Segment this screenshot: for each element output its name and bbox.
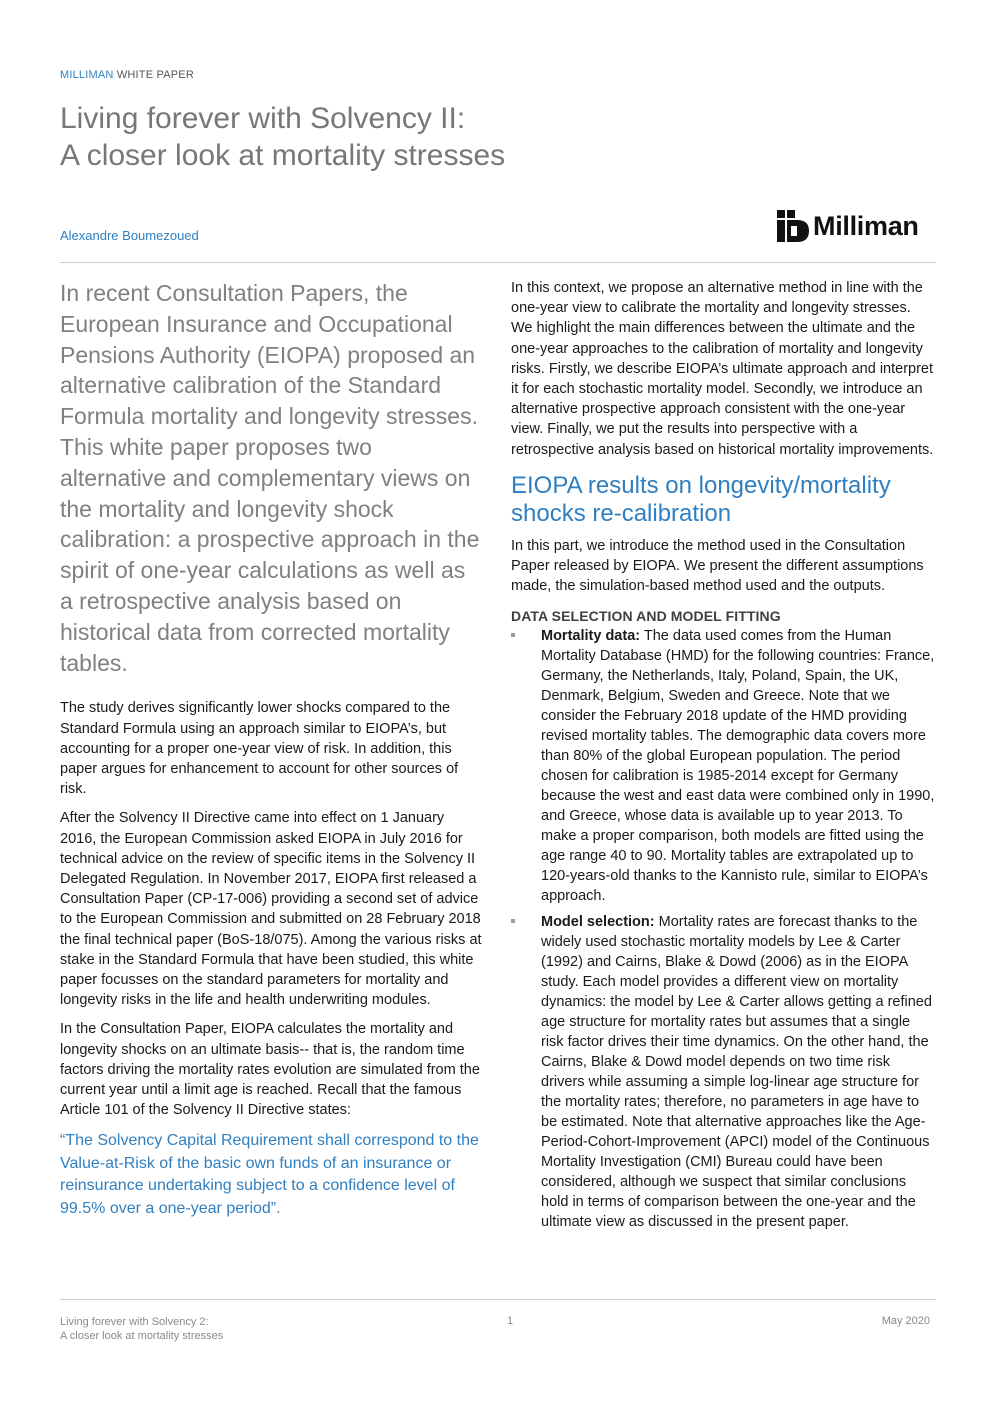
footer-title xyxy=(60,1315,223,1343)
milliman-logo xyxy=(777,209,919,243)
paragraph: After the Solvency II Directive came into effect on 1 January 2016, the European Commission asked EIOPA in July 2016 for technical advice on the review of specific items in the Solvency II Delegated Regulation. In November 2017, EIOPA first released a Consultation Paper (CP-17-006) providing a second set of advice to the European Commission and submitted on 28 February 2018 the final technical paper (BoS-18/075). Among the various risks at stake in the Standard Formula that have been studied, this white paper focusses on the standard parameters for mortality and longevity risks in the life and health underwriting modules. xyxy=(60,810,482,1009)
section-heading: EIOPA results on longevity/mortality shocks re-calibration xyxy=(511,471,891,527)
series-label xyxy=(60,69,194,81)
author-name: Alexandre Boumezoued xyxy=(60,228,199,243)
square-bullet-icon xyxy=(511,919,515,923)
paragraph: The study derives significantly lower shocks compared to the Standard Formula using an approach similar to EIOPA’s, but accounting for a proper one-year view of risk. In addition, this paper argues for enhancement to account for other sources of risk. xyxy=(60,700,459,798)
footer-title-line-1: Living forever with Solvency 2: xyxy=(60,1316,209,1328)
footer-date: May 2020 xyxy=(881,1315,930,1327)
bullet-lead: Model selection: xyxy=(541,914,655,931)
footer-divider xyxy=(60,1299,936,1300)
paragraph: In this part, we introduce the method used in the Consultation Paper released by EIOPA. We present the different assumptions made, the simulation-based method used and the outputs. xyxy=(511,537,924,595)
bullet-list xyxy=(511,626,936,1232)
bullet-lead: Mortality data: xyxy=(541,628,641,645)
paragraph: In the Consultation Paper, EIOPA calculates the mortality and longevity shocks on an ultimate basis-- that is, the random time factors driving the mortality rates evolution are simulated from the current year until a limit age is reached. Recall that the famous Article 101 of the Solvency II Directive states: xyxy=(60,1021,480,1119)
list-item xyxy=(511,912,936,1232)
page-title xyxy=(60,100,505,174)
series-kind: WHITE PAPER xyxy=(113,69,194,81)
bullet-text: Mortality rates are forecast thanks to the widely used stochastic mortality models by Lee & Carter (1992) and Cairns, Blake & Dowd (2006) as in the EIOPA study. Each model provides a different view on mortality dynamics: the model by Lee & Carter allows getting a refined age structure for mortality rates but assumes that a single risk factor drives their time dynamics. On the other hand, the Cairns, Blake & Dowd model depends on two time risk drivers while assuming a simple log-linear age structure for the mortality rates; therefore, no parameters in age have to be estimated. Note that alternative approaches like the Age- Period-Cohort-Improvement (APCI) model of the Continuous Mortality Investigation (CMI) Bureau could have been considered, although we suspect that similar conclusions hold in terms of comparison between the one-year and the ultimate view as discussed in the present paper. xyxy=(541,914,932,1231)
square-bullet-icon xyxy=(511,633,515,637)
article-quote: “The Solvency Capital Requirement shall correspond to the Value-at-Risk of the basic own funds of an insurance or reinsurance undertaking subject to a confidence level of 99.5% over a one-year period”. xyxy=(60,1132,479,1217)
series-brand: MILLIMAN xyxy=(60,69,114,81)
title-line-1: Living forever with Solvency II: xyxy=(60,102,466,135)
page-number: 1 xyxy=(507,1315,514,1327)
header-divider xyxy=(60,262,936,263)
milliman-logo-icon xyxy=(777,210,809,242)
paragraph: In this context, we propose an alternative method in line with the one-year view to calibrate the mortality and longevity stresses. We highlight the main differences between the ultimate and the one-year approaches to the calibration of mortality and longevity risks. Firstly, we describe EIOPA’s ultimate approach and interpret it for each stochastic mortality model. Secondly, we introduce an alternative prospective approach consistent with the one-year view. Finally, we put the results into perspective with a retrospective analysis based on historical mortality improvements. xyxy=(511,280,934,458)
list-item xyxy=(511,626,936,906)
subheading: DATA SELECTION AND MODEL FITTING xyxy=(511,608,781,625)
right-column xyxy=(511,278,936,1238)
title-line-2: A closer look at mortality stresses xyxy=(60,139,506,172)
bullet-text: The data used comes from the Human Mortality Database (HMD) for the following countries: France, Germany, the Netherlands, Italy, Poland, Spain, the UK, Denmark, Belgium, Sweden and Greece. Note that we consider the February 2018 update of the HMD providing revised mortality tables. The demographic data covers more than 80% of the global European population. The period chosen for calibration is 1985-2014 except for Germany because the west and east data were combined only in 1990, and Greece, whose data is available up to year 2013. To make a proper comparison, both models are fitted using the age range 40 to 90. Mortality tables are extrapolated up to 120-years-old thanks to the Kannisto rule, similar to EIOPA’s approach. xyxy=(541,628,935,905)
intro-summary: In recent Consultation Papers, the European Insurance and Occupational Pensions Authority (EIOPA) proposed an alternative calibration of the Standard Formula mortality and longevity stresses. This white paper proposes two alternative and complementary views on the mortality and longevity shock calibration: a prospective approach in the spirit of one-year calculations as well as a retrospective analysis based on historical data from corrected mortality tables. xyxy=(60,280,480,676)
logo-wordmark: Milliman xyxy=(813,210,919,241)
left-column xyxy=(60,278,484,1220)
footer-title-line-2: A closer look at mortality stresses xyxy=(60,1330,224,1342)
